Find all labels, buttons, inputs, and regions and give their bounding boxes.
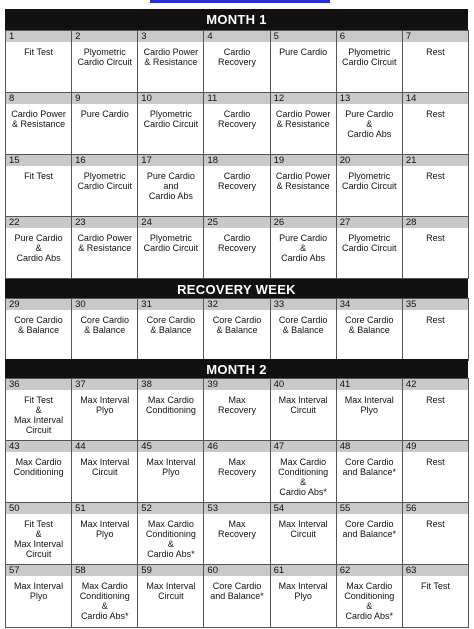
day-number: 26 <box>271 217 336 228</box>
day-number: 49 <box>403 441 468 452</box>
workout-label: Max Cardio Conditioning & Cardio Abs* <box>145 519 196 559</box>
workout-label: Cardio Power & Resistance <box>275 171 331 191</box>
workout-label: Plyometric Cardio Circuit <box>342 47 397 67</box>
workout-label: Max Recovery <box>217 395 256 415</box>
day-cell <box>204 441 270 503</box>
section-header: MONTH 2 <box>5 359 468 381</box>
day-number: 52 <box>138 503 203 514</box>
day-number: 7 <box>403 31 468 42</box>
day-cell <box>6 379 72 441</box>
day-cell <box>138 299 204 361</box>
workout-label: Rest <box>426 395 445 405</box>
day-number: 15 <box>6 155 71 166</box>
day-cell <box>72 441 138 503</box>
day-number: 60 <box>204 565 269 576</box>
day-cell <box>204 565 270 628</box>
workout-label: Pure Cardio <box>80 109 129 119</box>
day-number: 37 <box>72 379 137 390</box>
workout-label: Max Cardio Conditioning & Cardio Abs* <box>344 581 395 621</box>
day-cell <box>72 299 138 361</box>
day-cell <box>204 155 270 217</box>
day-cell <box>138 217 204 279</box>
day-number: 25 <box>204 217 269 228</box>
workout-label: Plyometric Cardio Circuit <box>77 171 132 191</box>
day-cell <box>204 299 270 361</box>
day-cell <box>271 379 337 441</box>
workout-label: Core Cardio and Balance* <box>210 581 264 601</box>
day-cell <box>6 441 72 503</box>
day-number: 33 <box>271 299 336 310</box>
day-number: 20 <box>337 155 402 166</box>
day-cell <box>204 379 270 441</box>
day-number: 57 <box>6 565 71 576</box>
day-number: 58 <box>72 565 137 576</box>
day-cell <box>204 503 270 565</box>
day-number: 11 <box>204 93 269 104</box>
workout-label: Max Interval Plyo <box>146 457 196 477</box>
workout-label: Pure Cardio & Cardio Abs <box>345 109 394 139</box>
day-number: 39 <box>204 379 269 390</box>
day-number: 4 <box>204 31 269 42</box>
day-cell <box>271 155 337 217</box>
day-cell <box>72 565 138 628</box>
workout-label: Core Cardio & Balance <box>146 315 196 335</box>
workout-label: Max Interval Circuit <box>80 457 130 477</box>
day-cell <box>337 503 403 565</box>
workout-label: Cardio Power & Resistance <box>11 109 66 129</box>
day-number: 13 <box>337 93 402 104</box>
workout-label: Cardio Recovery <box>217 47 256 67</box>
day-cell <box>6 565 72 628</box>
day-cell <box>403 379 469 441</box>
day-cell <box>204 93 270 155</box>
day-number: 43 <box>6 441 71 452</box>
workout-label: Pure Cardio <box>279 47 328 57</box>
workout-label: Core Cardio and Balance* <box>342 519 397 539</box>
workout-label: Pure Cardio & Cardio Abs <box>14 233 63 263</box>
workout-label: Cardio Recovery <box>217 109 256 129</box>
workout-label: Fit Test <box>421 581 450 591</box>
day-number: 38 <box>138 379 203 390</box>
workout-label: Max Interval Circuit <box>278 395 328 415</box>
day-cell <box>138 503 204 565</box>
day-number: 18 <box>204 155 269 166</box>
day-number: 12 <box>271 93 336 104</box>
day-number: 56 <box>403 503 468 514</box>
day-cell <box>271 93 337 155</box>
day-cell <box>6 93 72 155</box>
day-cell <box>72 93 138 155</box>
day-number: 17 <box>138 155 203 166</box>
workout-label: Rest <box>426 519 445 529</box>
day-cell <box>403 565 469 628</box>
day-number: 29 <box>6 299 71 310</box>
workout-label: Pure Cardio & Cardio Abs <box>279 233 328 263</box>
top-accent-line <box>150 0 330 3</box>
workout-label: Max Interval Plyo <box>80 519 130 539</box>
day-cell <box>72 155 138 217</box>
workout-label: Max Cardio Conditioning & Cardio Abs* <box>79 581 130 621</box>
day-number: 63 <box>403 565 468 576</box>
day-number: 16 <box>72 155 137 166</box>
day-number: 41 <box>337 379 402 390</box>
workout-label: Max Recovery <box>217 457 256 477</box>
day-cell <box>337 299 403 361</box>
workout-label: Fit Test <box>24 171 53 181</box>
day-cell <box>403 217 469 279</box>
day-number: 50 <box>6 503 71 514</box>
day-cell <box>138 565 204 628</box>
day-number: 5 <box>271 31 336 42</box>
workout-label: Max Interval Plyo <box>14 581 64 601</box>
day-cell <box>72 379 138 441</box>
calendar-grid <box>5 378 469 628</box>
day-number: 19 <box>271 155 336 166</box>
day-cell <box>72 503 138 565</box>
workout-label: Fit Test <box>24 47 53 57</box>
workout-label: Max Interval Plyo <box>80 395 130 415</box>
day-cell <box>6 503 72 565</box>
day-number: 53 <box>204 503 269 514</box>
workout-label: Plyometric Cardio Circuit <box>143 233 199 253</box>
workout-label: Core Cardio & Balance <box>80 315 129 335</box>
day-number: 40 <box>271 379 336 390</box>
workout-label: Max Interval Plyo <box>344 395 394 415</box>
day-cell <box>403 503 469 565</box>
day-number: 62 <box>337 565 402 576</box>
workout-label: Fit Test & Max Interval Circuit <box>14 395 64 435</box>
day-cell <box>271 299 337 361</box>
day-number: 3 <box>138 31 203 42</box>
workout-label: Max Interval Circuit <box>146 581 196 601</box>
day-number: 6 <box>337 31 402 42</box>
day-number: 22 <box>6 217 71 228</box>
workout-label: Core Cardio and Balance* <box>342 457 397 477</box>
day-number: 8 <box>6 93 71 104</box>
day-number: 10 <box>138 93 203 104</box>
day-number: 35 <box>403 299 468 310</box>
day-number: 34 <box>337 299 402 310</box>
day-cell <box>271 31 337 93</box>
day-cell <box>204 31 270 93</box>
day-cell <box>6 299 72 361</box>
day-cell <box>138 93 204 155</box>
workout-label: Cardio Power & Resistance <box>77 233 132 253</box>
day-number: 21 <box>403 155 468 166</box>
day-cell <box>72 217 138 279</box>
workout-label: Plyometric Cardio Circuit <box>77 47 132 67</box>
workout-label: Fit Test & Max Interval Circuit <box>14 519 64 559</box>
day-number: 48 <box>337 441 402 452</box>
day-cell <box>337 31 403 93</box>
day-cell <box>337 441 403 503</box>
day-number: 24 <box>138 217 203 228</box>
day-cell <box>271 217 337 279</box>
day-number: 44 <box>72 441 137 452</box>
day-cell <box>337 379 403 441</box>
workout-label: Rest <box>426 47 445 57</box>
workout-label: Max Interval Plyo <box>278 581 328 601</box>
day-cell <box>403 31 469 93</box>
workout-label: Cardio Recovery <box>217 171 256 191</box>
day-cell <box>138 379 204 441</box>
workout-label: Core Cardio & Balance <box>212 315 262 335</box>
section-header: RECOVERY WEEK <box>5 279 468 301</box>
day-cell <box>271 441 337 503</box>
workout-label: Max Recovery <box>217 519 256 539</box>
calendar-grid <box>5 298 469 361</box>
day-cell <box>138 31 204 93</box>
workout-label: Max Interval Circuit <box>278 519 328 539</box>
day-number: 30 <box>72 299 137 310</box>
workout-label: Max Cardio Conditioning & Cardio Abs* <box>278 457 329 497</box>
day-number: 1 <box>6 31 71 42</box>
workout-label: Rest <box>426 457 445 467</box>
day-number: 36 <box>6 379 71 390</box>
workout-label: Rest <box>426 315 445 325</box>
day-number: 23 <box>72 217 137 228</box>
day-number: 46 <box>204 441 269 452</box>
workout-label: Cardio Recovery <box>217 233 256 253</box>
day-number: 55 <box>337 503 402 514</box>
workout-label: Core Cardio & Balance <box>278 315 328 335</box>
section-header: MONTH 1 <box>5 9 468 31</box>
day-number: 45 <box>138 441 203 452</box>
day-number: 42 <box>403 379 468 390</box>
day-cell <box>72 31 138 93</box>
calendar-grid <box>5 30 469 279</box>
day-number: 59 <box>138 565 203 576</box>
workout-label: Rest <box>426 233 445 243</box>
day-cell <box>204 217 270 279</box>
day-cell <box>271 503 337 565</box>
day-cell <box>6 217 72 279</box>
workout-label: Cardio Power & Resistance <box>275 109 331 129</box>
workout-label: Plyometric Cardio Circuit <box>342 233 397 253</box>
day-number: 32 <box>204 299 269 310</box>
day-cell <box>403 299 469 361</box>
workout-label: Max Cardio Conditioning <box>13 457 64 477</box>
workout-label: Plyometric Cardio Circuit <box>342 171 397 191</box>
day-cell <box>337 217 403 279</box>
workout-label: Core Cardio & Balance <box>14 315 63 335</box>
workout-label: Plyometric Cardio Circuit <box>143 109 199 129</box>
day-number: 27 <box>337 217 402 228</box>
day-number: 61 <box>271 565 336 576</box>
day-cell <box>403 93 469 155</box>
day-number: 54 <box>271 503 336 514</box>
workout-label: Cardio Power & Resistance <box>143 47 199 67</box>
day-cell <box>271 565 337 628</box>
day-cell <box>337 155 403 217</box>
day-number: 28 <box>403 217 468 228</box>
day-number: 2 <box>72 31 137 42</box>
day-cell <box>138 441 204 503</box>
day-number: 14 <box>403 93 468 104</box>
day-cell <box>6 31 72 93</box>
workout-label: Pure Cardio and Cardio Abs <box>146 171 195 201</box>
day-number: 9 <box>72 93 137 104</box>
workout-label: Max Cardio Conditioning <box>145 395 196 415</box>
day-cell <box>337 565 403 628</box>
day-number: 31 <box>138 299 203 310</box>
day-cell <box>403 155 469 217</box>
day-number: 51 <box>72 503 137 514</box>
day-cell <box>6 155 72 217</box>
workout-label: Rest <box>426 109 445 119</box>
day-cell <box>403 441 469 503</box>
day-number: 47 <box>271 441 336 452</box>
day-cell <box>337 93 403 155</box>
workout-label: Core Cardio & Balance <box>345 315 394 335</box>
day-cell <box>138 155 204 217</box>
workout-label: Rest <box>426 171 445 181</box>
